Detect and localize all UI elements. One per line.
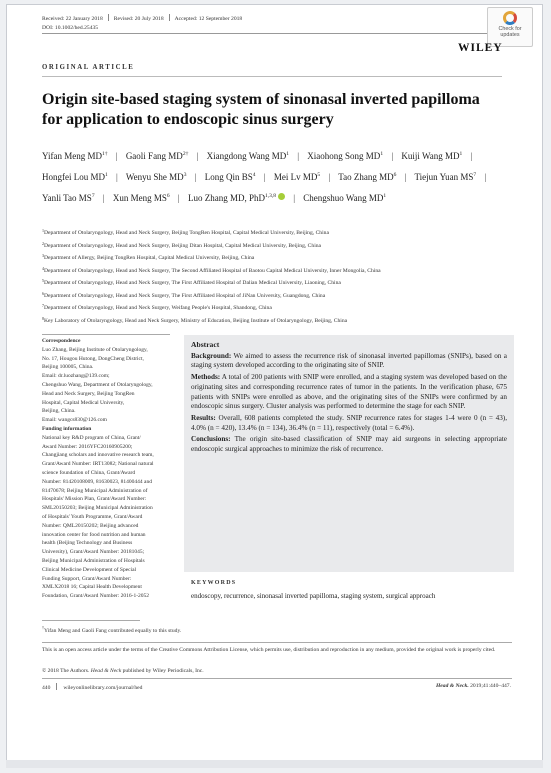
- affiliation-text: Department of Otolaryngology, Head and Neck Surgery, Beijing TongRen Hospital, Capital Medical University, Beijing, China: [44, 230, 329, 236]
- footer-volume: 2019;41:440–447.: [470, 683, 511, 689]
- header-rule: [42, 33, 502, 34]
- sidebar-line: XMLX2018 16; Capital Health Development: [42, 584, 142, 591]
- affiliation-list: [42, 226, 512, 326]
- sidebar-heading: Correspondence: [42, 338, 81, 344]
- author-name[interactable]: Luo Zhang MD, PhD$^{1,3,8}$: [188, 193, 285, 203]
- author-name[interactable]: Gaoli Fang $MD^{2\dagger}$: [125, 151, 189, 161]
- updates-badge-line: Check for: [498, 26, 522, 32]
- affiliation-text: Department of Otolaryngology, Head and Neck Surgery, The First Affiliated Hospital of Dalian Medical University, Liaoning, China: [44, 280, 341, 286]
- author-affiliation-mark: 1: [105, 172, 108, 178]
- footer-left: [42, 683, 142, 691]
- author-name[interactable]: Xiaohong Song $MD^1$: [307, 151, 384, 161]
- abstract-heading: Abstract: [191, 340, 220, 349]
- sidebar-rule: [42, 334, 170, 335]
- author-affiliation-mark: 6: [393, 172, 397, 178]
- author-separator: |: [293, 193, 296, 203]
- author-affiliation-mark: 4: [252, 172, 256, 178]
- abstract-section: [191, 435, 507, 454]
- crossmark-icon: [503, 11, 517, 25]
- footnote-mark: †: [42, 625, 44, 630]
- sidebar-line: National key R&D program of China, Grant/: [42, 434, 141, 441]
- author-affiliation-mark: 7: [473, 172, 477, 178]
- affiliation-number: 6: [42, 290, 44, 296]
- footnote-text: Yifan Meng and Gaoli Fang contributed equally to this study.: [44, 627, 182, 634]
- sidebar-line: health (Beijing Technology and Business: [42, 540, 133, 547]
- article-title: [42, 90, 512, 130]
- abstract-section: [191, 352, 507, 371]
- author-name[interactable]: Xiangdong Wang $MD^1$: [206, 151, 289, 161]
- author-separator: |: [297, 151, 300, 161]
- sidebar-line: Beijing 100005, China.: [42, 364, 94, 371]
- author-name[interactable]: Tao Zhang $MD^6$: [338, 172, 397, 182]
- author-name[interactable]: Long Qin $BS^4$: [204, 172, 256, 182]
- abstract-section-label: Results:: [191, 413, 216, 422]
- article-dates: [42, 14, 242, 22]
- affiliation-text: Department of Otolaryngology, Head and Neck Surgery, Weifang People's Hospital, Shandong, China: [44, 305, 272, 311]
- author-affiliation-mark: 1,3,8: [264, 193, 276, 199]
- copyright-line: [42, 667, 512, 675]
- footnote-rule: [42, 620, 140, 621]
- author-affiliation-mark: 1†: [102, 151, 108, 157]
- sidebar-line: innovation center for food nutrition and human: [42, 531, 146, 538]
- sidebar-line: Luo Zhang, Beijing Institute of Otolaryngology,: [42, 346, 148, 353]
- keywords-heading: KEYWORDS: [191, 580, 237, 586]
- affiliation-item: [42, 251, 512, 264]
- author-separator: |: [115, 151, 118, 161]
- abstract-section: [191, 414, 507, 433]
- sidebar-line: Chengshuo Wang, Department of Otolaryngology,: [42, 381, 153, 388]
- sidebar-line: Beijing Municipal Administration of Hospitals: [42, 557, 145, 564]
- author-name[interactable]: Mei Lv $MD^5$: [273, 172, 321, 182]
- divider: [169, 14, 170, 21]
- footer-rule: [42, 678, 512, 679]
- author-name[interactable]: Kuiji Wang $MD^1$: [401, 151, 463, 161]
- author-separator: |: [391, 151, 394, 161]
- sidebar-line: Award Number: 2016YFC20160905200;: [42, 443, 133, 450]
- affiliation-text: Department of Allergy, Beijing TongRen Hospital, Capital Medical University, Beijing, China: [44, 255, 255, 261]
- sidebar-line: Clinical Medicine Development of Special: [42, 566, 137, 573]
- author-list: [42, 145, 512, 208]
- sidebar-line: Changjiang scholars and innovative research team,: [42, 452, 154, 459]
- sidebar-line: University), Grant/Award Number: 20181045;: [42, 549, 145, 556]
- abstract-section-label: Conclusions:: [191, 435, 231, 444]
- author-name[interactable]: Tiejun Yuan $MS^7$: [414, 172, 477, 182]
- abstract-section: [191, 373, 507, 412]
- page-number: 440: [42, 685, 51, 691]
- author-affiliation-mark: 6: [166, 193, 170, 199]
- received-date: Received: 22 January 2018: [42, 16, 103, 22]
- author-separator: |: [470, 151, 473, 161]
- copyright-journal: Head & Neck: [90, 668, 122, 674]
- author-separator: |: [194, 172, 197, 182]
- author-separator: |: [404, 172, 407, 182]
- sidebar-line: Hospital, Capital Medical University,: [42, 399, 125, 406]
- abstract-section-label: Background:: [191, 351, 232, 360]
- abstract-box: [184, 335, 514, 572]
- updates-badge-line: updates: [500, 32, 520, 38]
- divider: [108, 14, 109, 21]
- abstract-section-text: We aimed to assess the recurrence risk of sinonasal inverted papillomas (SNIPs), based on a staging system developed according to the originating site of SNIP.: [191, 351, 507, 370]
- author-name[interactable]: Yifan Meng $MD^{1\dagger}$: [42, 151, 108, 161]
- author-affiliation-mark: 5: [317, 172, 321, 178]
- sidebar-line: Foundation, Grant/Award Number: 2016-1-2052: [42, 593, 150, 600]
- author-name[interactable]: Hongfei Lou $MD^1$: [42, 172, 108, 182]
- author-separator: |: [177, 193, 180, 203]
- sidebar-line: science foundation of China, Grant/Award: [42, 469, 136, 476]
- affiliation-text: Key Laboratory of Otolaryngology, Head and Neck Surgery, Ministry of Education, Beijing Institute of Otolaryngology, Beijing, China: [44, 317, 348, 324]
- author-affiliation-mark: 1: [383, 193, 387, 199]
- affiliation-number: 1: [42, 228, 44, 233]
- author-affiliation-mark: 1: [286, 151, 289, 157]
- sidebar-heading: Funding information: [42, 425, 92, 432]
- sidebar-line: Head and Neck Surgery, Beijing TongRen: [42, 390, 135, 397]
- affiliation-number: 3: [42, 253, 44, 258]
- title-line: for application to endoscopic sinus surgery: [42, 111, 334, 128]
- affiliation-item: [42, 264, 512, 277]
- doi[interactable]: DOI: 10.1002/hed.25435: [42, 25, 99, 31]
- affiliation-item: [42, 289, 512, 302]
- sidebar-line: Number: 81420108009, 81630023, 81400444 and: [42, 478, 152, 485]
- abstract-section-text: A total of 200 patients with SNIP were enrolled, and a staging system was developed based on the originating sites and corresponding recurrence rates of tumor in the patients. In the verification phase, 675 patients with SNIPs were enrolled as above, and the originating sites of the SNIPs were confirmed by an endoscopic sinus surgery. Cluster analysis was performed to determine the stage for each SNIP.: [191, 373, 507, 411]
- affiliation-item: [42, 226, 512, 239]
- abstract-section-label: Methods:: [191, 373, 221, 382]
- correspondence-funding-sidebar: [42, 337, 174, 601]
- sidebar-line: Number: QML20150202; Beijing advanced: [42, 522, 139, 529]
- section-rule: [42, 76, 502, 77]
- author-separator: |: [102, 193, 105, 203]
- abstract-section-text: The origin site-based classification of SNIP may aid surgeons in selecting appropriate endoscopic surgical approaches to minimize the risk of recurrence.: [191, 435, 507, 454]
- orcid-icon: [278, 193, 285, 200]
- affiliation-text: Department of Otolaryngology, Head and Neck Surgery, The First Affiliated Hospital of JiNan University, Guangdong, China: [44, 292, 326, 299]
- keywords-text: endoscopy, recurrence, sinonasal inverted papilloma, staging system, surgical approach: [191, 592, 436, 600]
- affiliation-item: [42, 276, 512, 289]
- revised-date: Revised: 20 July 2018: [113, 16, 164, 22]
- license-text: This is an open access article under the terms of the Creative Commons Attribution License, which permits use, distribution and reproduction in any medium, provided the original work is properly cited.: [42, 647, 496, 653]
- author-name[interactable]: Xun Meng $MS^6$: [112, 193, 170, 203]
- check-for-updates-button[interactable]: [487, 7, 533, 47]
- author-name[interactable]: Chengshuo Wang $MD^1$: [303, 193, 387, 203]
- sidebar-line: Email: wangcs830@126.com: [42, 417, 107, 424]
- author-affiliation-mark: 1: [380, 151, 384, 157]
- sidebar-line: Beijing, China.: [42, 408, 76, 415]
- author-affiliation-mark: 7: [91, 193, 95, 199]
- sidebar-line: 81470678; Beijing Municipal Administration of: [42, 487, 148, 494]
- sidebar-line: Hospitals' Mission Plan, Grant/Award Number:: [42, 496, 147, 503]
- sidebar-line: Email: dr.luozhang@139.com;: [42, 373, 110, 380]
- sidebar-line: Grant/Award Number: IRT13082; National natural: [42, 461, 154, 468]
- author-affiliation-mark: 3: [183, 172, 187, 178]
- sidebar-line: No. 17, Hougou Hutong, DongCheng District,: [42, 355, 144, 362]
- copyright-prefix: © 2018 The Authors.: [42, 668, 90, 674]
- accepted-date: Accepted: 12 September 2018: [174, 16, 243, 22]
- author-separator: |: [484, 172, 487, 182]
- affiliation-number: 8: [42, 315, 44, 321]
- author-separator: |: [196, 151, 199, 161]
- publisher-logo: WILEY: [458, 42, 503, 54]
- author-separator: |: [328, 172, 331, 182]
- divider: [56, 683, 57, 690]
- author-name[interactable]: Yanli Tao $MS^7$: [42, 193, 95, 203]
- journal-link[interactable]: wileyonlinelibrary.com/journal/hed: [63, 685, 143, 691]
- author-affiliation-mark: 2†: [182, 151, 189, 157]
- affiliation-item: [42, 239, 512, 252]
- title-line: Origin site-based staging system of sinonasal inverted papilloma: [42, 91, 480, 108]
- footer-citation: [436, 683, 511, 689]
- sidebar-line: Funding Support, Grant/Award Number:: [42, 575, 132, 582]
- copyright-suffix: published by Wiley Periodicals, Inc.: [122, 668, 204, 674]
- affiliation-text: Department of Otolaryngology, Head and Neck Surgery, Beijing Ditan Hospital, Capital Medical University, Beijing, China: [44, 242, 322, 249]
- affiliation-number: 4: [42, 265, 44, 271]
- affiliation-text: Department of Otolaryngology, Head and Neck Surgery, The Second Affiliated Hospital of Baotou Capital Medical University, Inner Mongolia, China: [44, 267, 381, 274]
- footer-journal: Head & Neck.: [435, 683, 469, 689]
- license-rule: [42, 642, 512, 643]
- affiliation-number: 5: [42, 278, 44, 283]
- affiliation-item: [42, 301, 512, 314]
- sidebar-line: SML20150203; Beijing Municipal Administration: [42, 505, 153, 512]
- author-separator: |: [116, 172, 118, 182]
- page-frame-bottom: [6, 760, 543, 768]
- affiliation-item: [42, 314, 512, 327]
- abstract-section-text: Overall, 608 patients completed the study. SNIP recurrence rates for stages 1-4 were 0 (n = 43), 4.0% (n = 420), 13.4% (n = 134), 36.4% (n = 11), respectively (total = 6.4%).: [191, 413, 507, 432]
- article-type: ORIGINAL ARTICLE: [42, 64, 135, 71]
- sidebar-line: of Hospitals' Youth Programme, Grant/Award: [42, 513, 143, 520]
- author-separator: |: [263, 172, 266, 182]
- affiliation-number: 7: [42, 303, 44, 308]
- equal-contribution-footnote: [42, 625, 181, 634]
- affiliation-number: 2: [42, 240, 44, 246]
- author-affiliation-mark: 1: [459, 151, 463, 157]
- author-name[interactable]: Wenyu She $MD^3$: [125, 172, 187, 182]
